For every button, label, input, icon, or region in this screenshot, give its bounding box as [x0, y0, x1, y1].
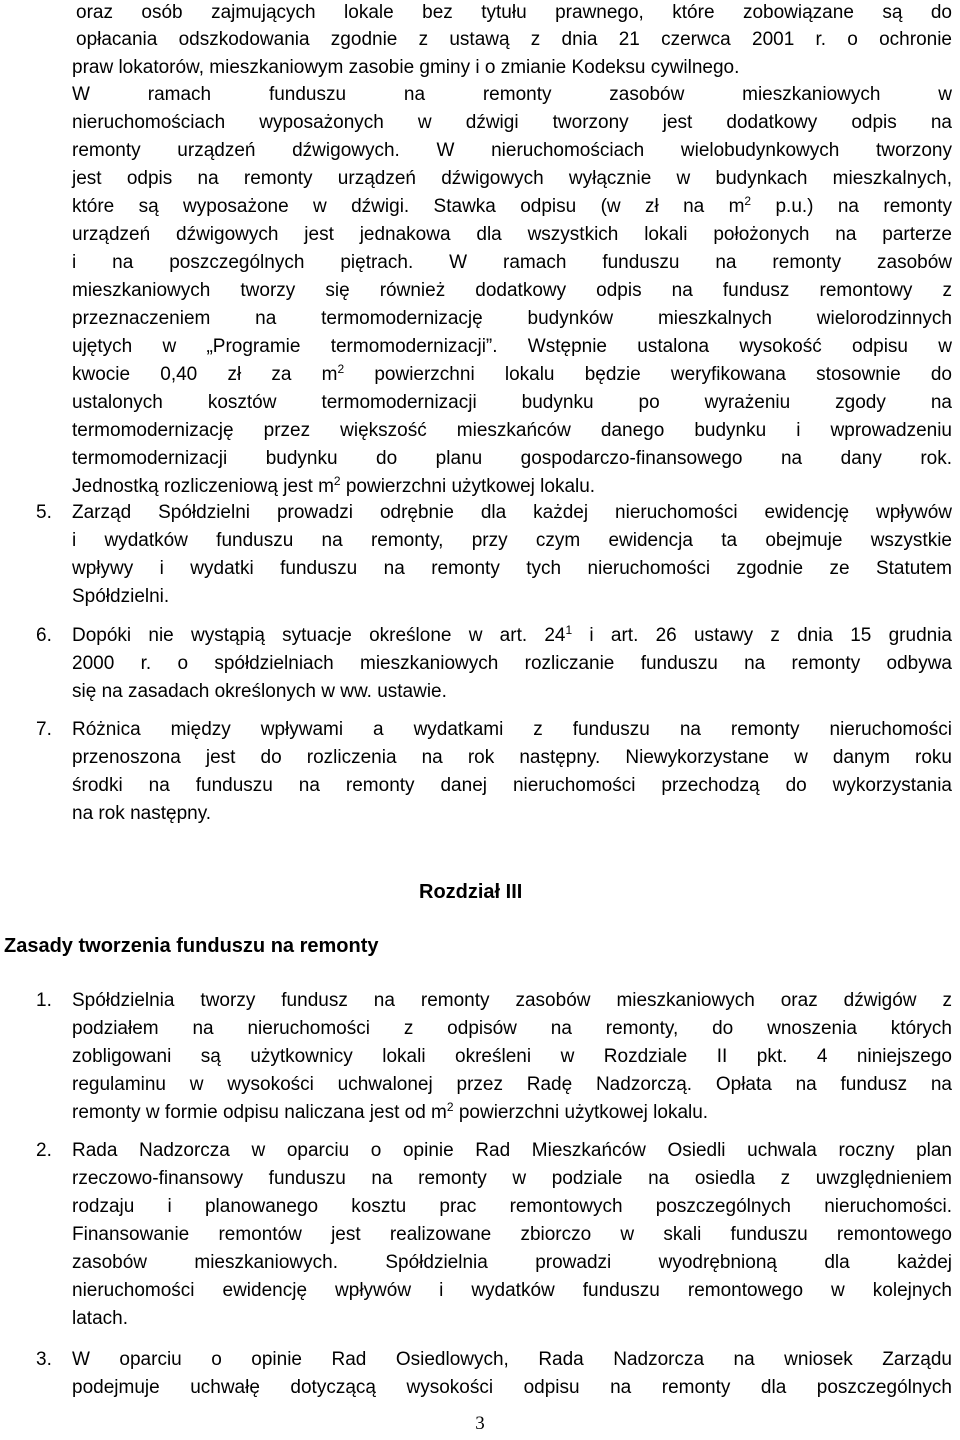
text-line: [72, 1015, 952, 1043]
text-segment: i na poszczególnych piętrach. W ramach funduszu na remonty zasobów: [72, 252, 952, 273]
text-segment: Różnica między wpływami a wydatkami z funduszu na remonty nieruchomości: [72, 719, 952, 740]
text-segment: urządzeń dźwigowych jest jednakowa dla wszystkich lokali położonych na parterze: [72, 224, 952, 245]
text-segment: na rok następny.: [72, 803, 212, 824]
text-segment: nieruchomościach wyposażonych w dźwigi tworzony jest dodatkowy odpis na: [72, 112, 952, 133]
text-line: [72, 583, 952, 611]
text-segment: i wydatków funduszu na remonty, przy czym ewidencja ta obejmuje wszystkie: [72, 530, 952, 551]
text-line: [72, 1346, 952, 1374]
superscript: 1: [565, 623, 573, 637]
text-segment: powierzchni lokalu będzie weryfikowana stosownie do: [344, 364, 952, 385]
list-item-number: 1.: [36, 990, 52, 1011]
text-segment: Dopóki nie wystąpią sytuacje określone w art. 24: [72, 625, 566, 646]
text-line: [72, 109, 952, 137]
text-segment: wpływy i wydatki funduszu na remonty tych nieruchomości zgodnie ze Statutem: [72, 558, 952, 579]
text-segment: praw lokatorów, mieszkaniowym zasobie gminy i o zmianie Kodeksu cywilnego.: [72, 57, 740, 78]
text-segment: rodzaju i planowanego kosztu prac remontowych poszczególnych nieruchomości.: [72, 1196, 952, 1217]
text-line: [72, 221, 952, 249]
chapter-heading: Rozdział III: [419, 881, 523, 903]
text-segment: środki na funduszu na remonty danej nieruchomości przechodzą do wykorzystania: [72, 775, 952, 796]
text-segment: remonty urządzeń dźwigowych. W nieruchomościach wielobudynkowych tworzony: [72, 140, 952, 161]
text-segment: termomodernizacji budynku do planu gospodarczo-finansowego na dany rok.: [72, 448, 952, 469]
text-line: [76, 0, 952, 27]
text-segment: nieruchomości ewidencję wpływów i wydatków funduszu remontowego w kolejnych: [72, 1280, 952, 1301]
text-segment: remonty w formie odpisu naliczana jest od m: [72, 1102, 447, 1123]
text-line: [72, 417, 952, 445]
text-segment: Rada Nadzorcza w oparciu o opinie Rad Mieszkańców Osiedli uchwala roczny plan: [72, 1140, 952, 1161]
text-segment: przeznaczeniem na termomodernizację budynków mieszkalnych wielorodzinnych: [72, 308, 952, 329]
text-segment: Zarząd Spółdzielni prowadzi odrębnie dla każdej nieruchomości ewidencję wpływów: [72, 502, 952, 523]
text-line: [72, 1249, 952, 1277]
text-segment: p.u.) na remonty: [751, 196, 952, 217]
text-line: [72, 1374, 952, 1402]
text-line: [72, 744, 952, 772]
text-line: [72, 1193, 952, 1221]
text-segment: i art. 26 ustawy z dnia 15 grudnia: [572, 625, 952, 646]
superscript: 2: [744, 194, 752, 208]
text-line: [72, 1043, 952, 1071]
text-line: [72, 1221, 952, 1249]
superscript: 2: [337, 362, 345, 376]
list-item-number: 3.: [36, 1349, 52, 1370]
text-line: [72, 650, 952, 678]
text-segment: oraz osób zajmujących lokale bez tytułu prawnego, które zobowiązane są do: [76, 2, 952, 23]
text-line: [72, 555, 952, 583]
text-segment: zasobów mieszkaniowych. Spółdzielnia prowadzi wyodrębnioną dla każdej: [72, 1252, 952, 1273]
text-line: [72, 1071, 952, 1099]
text-line: [72, 1099, 952, 1127]
text-segment: się na zasadach określonych w ww. ustawie.: [72, 681, 447, 702]
text-segment: ustalonych kosztów termomodernizacji budynku po wyrażeniu zgody na: [72, 392, 952, 413]
text-line: [72, 527, 952, 555]
text-segment: opłacania odszkodowania zgodnie z ustawą z dnia 21 czerwca 2001 r. o ochronie: [76, 29, 952, 50]
text-segment: Spółdzielnia tworzy fundusz na remonty zasobów mieszkaniowych oraz dźwigów z: [72, 990, 952, 1011]
superscript: 2: [333, 474, 341, 488]
text-segment: powierzchni użytkowej lokalu.: [340, 476, 596, 497]
text-line: [72, 277, 952, 305]
text-segment: przenoszona jest do rozliczenia na rok następny. Niewykorzystane w danym roku: [72, 747, 952, 768]
text-segment: termomodernizację przez większość mieszkańców danego budynku i wprowadzeniu: [72, 420, 952, 441]
text-segment: W oparciu o opinie Rad Osiedlowych, Rada Nadzorcza na wniosek Zarządu: [72, 1349, 952, 1370]
text-segment: mieszkaniowych tworzy się również dodatkowy odpis na fundusz remontowy z: [72, 280, 952, 301]
text-segment: rzeczowo-finansowy funduszu na remonty w podziale na osiedla z uwzględnieniem: [72, 1168, 952, 1189]
list-item-number: 7.: [36, 719, 52, 740]
text-segment: jest odpis na remonty urządzeń dźwigowych wyłącznie w budynkach mieszkalnych,: [72, 168, 952, 189]
text-segment: latach.: [72, 1308, 128, 1329]
text-line: [72, 165, 952, 193]
text-segment: Jednostką rozliczeniową jest m: [72, 476, 334, 497]
superscript: 2: [446, 1100, 454, 1114]
text-line: [72, 772, 952, 800]
text-line: [72, 333, 952, 361]
text-line: [72, 1305, 952, 1333]
page-number: 3: [475, 1413, 485, 1434]
text-segment: podziałem na nieruchomości z odpisów na remonty, do wnoszenia których: [72, 1018, 952, 1039]
text-line: [72, 1165, 952, 1193]
text-segment: podejmuje uchwałę dotyczącą wysokości odpisu na remonty dla poszczególnych: [72, 1377, 952, 1398]
text-line: [76, 26, 952, 54]
text-line: [72, 987, 952, 1015]
text-segment: Spółdzielni.: [72, 586, 170, 607]
list-item-number: 2.: [36, 1140, 52, 1161]
text-line: [72, 389, 952, 417]
text-line: [72, 54, 952, 82]
text-segment: powierzchni użytkowej lokalu.: [453, 1102, 709, 1123]
text-line: [72, 678, 952, 706]
list-item-number: 6.: [36, 625, 52, 646]
text-segment: które są wyposażone w dźwigi. Stawka odpisu (w zł na m: [72, 196, 745, 217]
text-line: [72, 499, 952, 527]
text-line: [72, 622, 952, 650]
text-line: [72, 137, 952, 165]
text-line: [72, 249, 952, 277]
text-segment: zobligowani są użytkownicy lokali określeni w Rozdziale II pkt. 4 niniejszego: [72, 1046, 952, 1067]
text-line: [72, 1277, 952, 1305]
text-line: [72, 445, 952, 473]
text-segment: regulaminu w wysokości uchwalonej przez Radę Nadzorczą. Opłata na fundusz na: [72, 1074, 952, 1095]
text-line: [72, 800, 952, 828]
list-item-number: 5.: [36, 502, 52, 523]
text-line: [72, 193, 952, 221]
text-segment: 2000 r. o spółdzielniach mieszkaniowych rozliczanie funduszu na remonty odbywa: [72, 653, 952, 674]
text-line: [72, 473, 952, 501]
text-line: [72, 716, 952, 744]
text-line: [72, 1137, 952, 1165]
text-line: [72, 81, 952, 109]
section-title: Zasady tworzenia funduszu na remonty: [4, 935, 379, 957]
text-line: [72, 305, 952, 333]
text-segment: kwocie 0,40 zł za m: [72, 364, 338, 385]
text-segment: ujętych w „Programie termomodernizacji”. Wstępnie ustalona wysokość odpisu w: [72, 336, 952, 357]
text-line: [72, 361, 952, 389]
text-segment: W ramach funduszu na remonty zasobów mieszkaniowych w: [72, 84, 952, 105]
text-segment: Finansowanie remontów jest realizowane zbiorczo w skali funduszu remontowego: [72, 1224, 952, 1245]
